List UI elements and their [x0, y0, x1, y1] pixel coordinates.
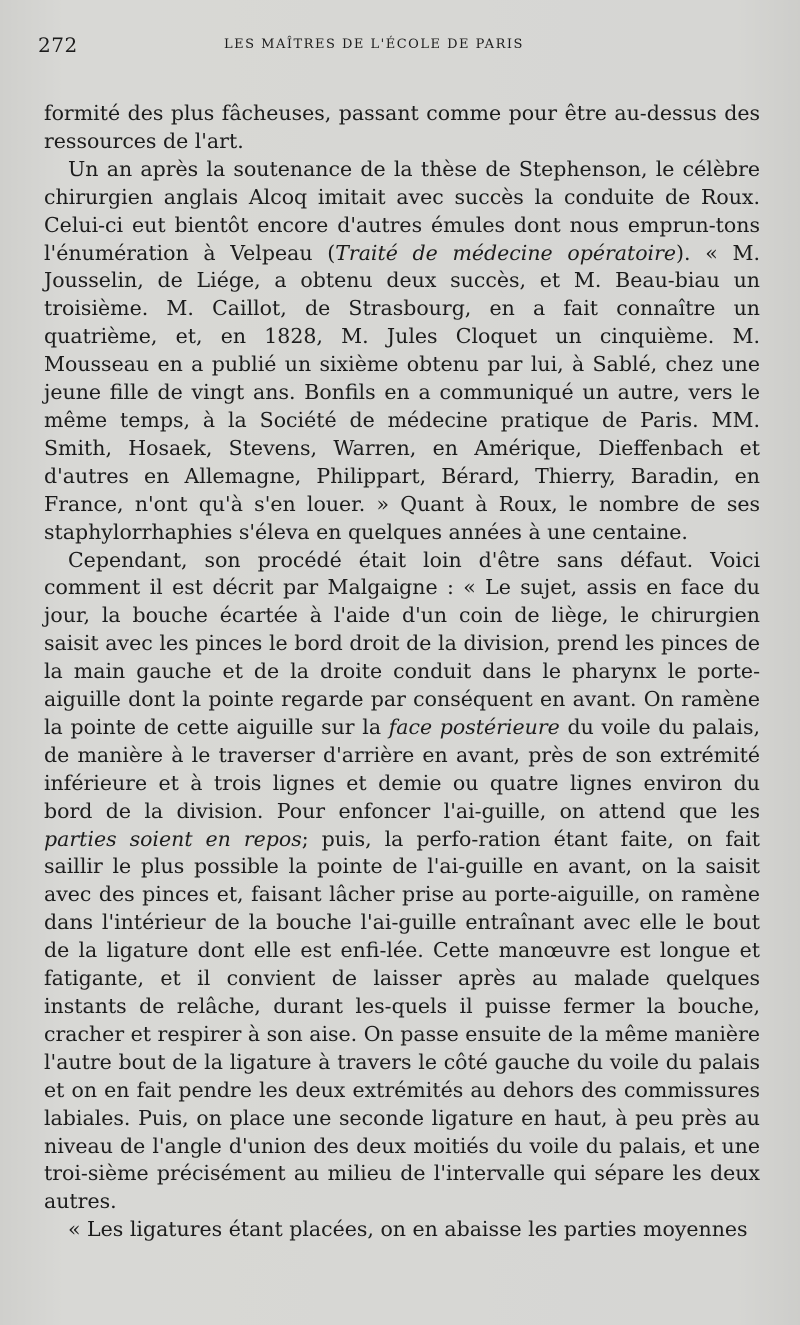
- text-run: ). « M. Jousselin, de Liége, a obtenu deux succès, et M. Beau-biau un troisième. M. Caillot, de Strasbourg, en a fait connaître un quatrième, et, en 1828, M. Jules Cloquet un cinquième. M. Mousseau en a publié un sixième obtenu par lui, à Sablé, chez une jeune fille de vingt ans. Bonfils en a communiqué un autre, vers le même temps, à la Société de médecine pratique de Paris. MM. Smith, Hosaek, Stevens, Warren, en Amérique, Dieffenbach et d'autres en Allemagne, Philippart, Bérard, Thierry, Baradin, en France, n'ont qu'à s'en louer. » Quant à Roux, le nombre de ses staphylorrhaphies s'éleva en quelques années à une centaine.: [44, 240, 760, 544]
- paragraph-1: [44, 100, 760, 156]
- text-run: « Les ligatures étant placées, on en abaisse les parties moyennes: [68, 1217, 748, 1242]
- body-text: [44, 100, 760, 1244]
- page-number: 272: [38, 33, 78, 57]
- text-run: formité des plus fâcheuses, passant comme pour être au-dessus des ressources de l'art.: [44, 101, 760, 153]
- running-header: [38, 28, 760, 64]
- paragraph-3: [44, 547, 760, 1217]
- italic-run: Traité de médecine opératoire: [335, 240, 677, 265]
- text-run: Un an après la soutenance de la thèse de Stephenson, le célèbre chirurgien anglais Alcoq imitait avec succès la conduite de Roux. Celui-ci eut bientôt encore d'autres émules dont nous emprun-tons l'énumération à Velpeau (: [44, 156, 760, 265]
- italic-run: face postérieure: [388, 714, 560, 739]
- paragraph-2: [44, 156, 760, 547]
- paragraph-4: [44, 1216, 760, 1244]
- italic-run: parties soient en repos: [44, 826, 302, 851]
- text-run: Cependant, son procédé était loin d'être sans défaut. Voici comment il est décrit par Malgaigne : « Le sujet, assis en face du jour, la bouche écartée à l'aide d'un coin de liège, le chirurgien saisit avec les pinces le bord droit de la division, prend les pinces de la main gauche et de la droite conduit dans le pharynx le porte-aiguille dont la pointe regarde par conséquent en avant. On ramène la pointe de cette aiguille sur la: [44, 547, 760, 739]
- text-run: ; puis, la perfo-ration étant faite, on fait saillir le plus possible la pointe de l'ai-guille en avant, on la saisit avec des pinces et, faisant lâcher prise au porte-aiguille, on ramène dans l'intérieur de la bouche l'ai-guille entraînant avec elle le bout de la ligature dont elle est enfi-lée. Cette manœuvre est longue et fatigante, et il convient de laisser après au malade quelques instants de relâche, durant les-quels il puisse fermer la bouche, cracher et respirer à son aise. On passe ensuite de la même manière l'autre bout de la ligature à travers le côté gauche du voile du palais et on en fait pendre les deux extrémités au dehors des commissures labiales. Puis, on place une seconde ligature en haut, à peu près au niveau de l'angle d'union des deux moitiés du voile du palais, et une troi-sième précisément au milieu de l'intervalle qui sépare les deux autres.: [44, 826, 760, 1214]
- text-run: du voile du palais, de manière à le traverser d'arrière en avant, près de son extrémité inférieure et à trois lignes et demie ou quatre lignes environ du bord de la division. Pour enfoncer l'ai-guille, on attend que les: [44, 714, 760, 823]
- running-title: LES MAÎTRES DE L'ÉCOLE DE PARIS: [224, 37, 524, 52]
